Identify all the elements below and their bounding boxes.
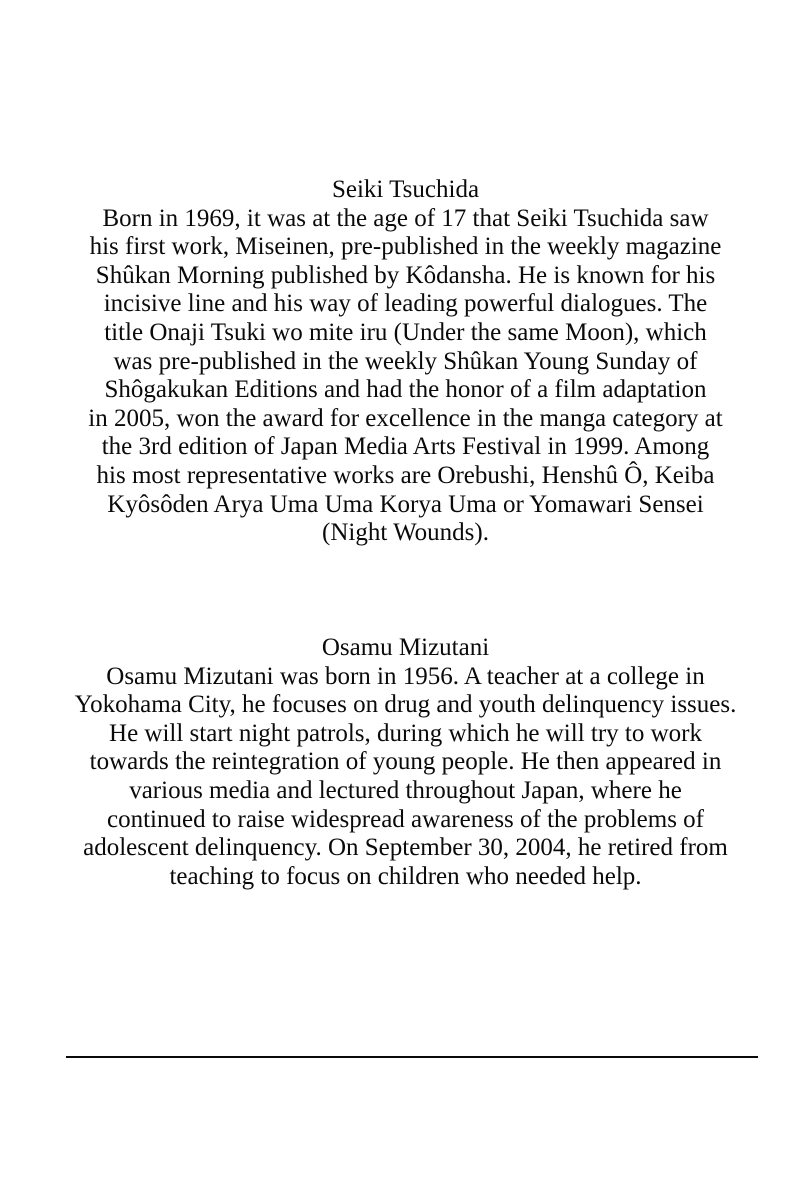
bio-text-line: incisive line and his way of leading powerful dialogues. The <box>103 290 708 318</box>
bio-text-line: various media and lectured throughout Japan, where he <box>129 776 682 804</box>
bio-text-line: his first work, Miseinen, pre-published in the weekly magazine <box>89 233 722 261</box>
bio-text-line: Kyôsôden Arya Uma Uma Korya Uma or Yomawari Sensei <box>107 490 704 518</box>
bio-text-line: Shôgakukan Editions and had the honor of a film adaptation <box>104 376 707 404</box>
bio-text-line: Born in 1969, it was at the age of 17 that Seiki Tsuchida saw <box>102 204 709 232</box>
bio-text-seiki-tsuchida <box>0 205 811 548</box>
bio-text-line: Shûkan Morning published by Kôdansha. He is known for his <box>95 261 716 289</box>
bio-text-line: the 3rd edition of Japan Media Arts Festival in 1999. Among <box>101 433 710 461</box>
bio-text-line: his most representative works are Orebushi, Henshû Ô, Keiba <box>96 461 715 489</box>
bio-text-line: Osamu Mizutani was born in 1956. A teacher at a college in <box>106 662 705 690</box>
bio-text-line: adolescent delinquency. On September 30, 2004, he retired from <box>83 834 728 862</box>
bio-section-osamu-mizutani <box>0 634 811 891</box>
bio-text-line: continued to raise widespread awareness of the problems of <box>106 805 705 833</box>
divider-line <box>66 1056 758 1058</box>
bio-text-line: title Onaji Tsuki wo mite iru (Under the same Moon), which <box>104 318 707 346</box>
bio-text-line: (Night Wounds). <box>322 519 489 547</box>
bio-text-line: Yokohama City, he focuses on drug and youth delinquency issues. <box>74 691 737 719</box>
bio-heading-osamu-mizutani: Osamu Mizutani <box>321 634 490 661</box>
bio-text-line: teaching to focus on children who needed help. <box>169 862 642 890</box>
bio-text-line: towards the reintegration of young people. He then appeared in <box>89 748 722 776</box>
bio-text-line: He will start night patrols, during which he will try to work <box>109 719 702 747</box>
bio-text-line: in 2005, won the award for excellence in the manga category at <box>88 404 723 432</box>
bio-text-line: was pre-published in the weekly Shûkan Young Sunday of <box>113 347 698 375</box>
bio-text-osamu-mizutani <box>0 663 811 892</box>
bio-heading-seiki-tsuchida: Seiki Tsuchida <box>331 176 480 203</box>
bio-section-seiki-tsuchida <box>0 176 811 548</box>
